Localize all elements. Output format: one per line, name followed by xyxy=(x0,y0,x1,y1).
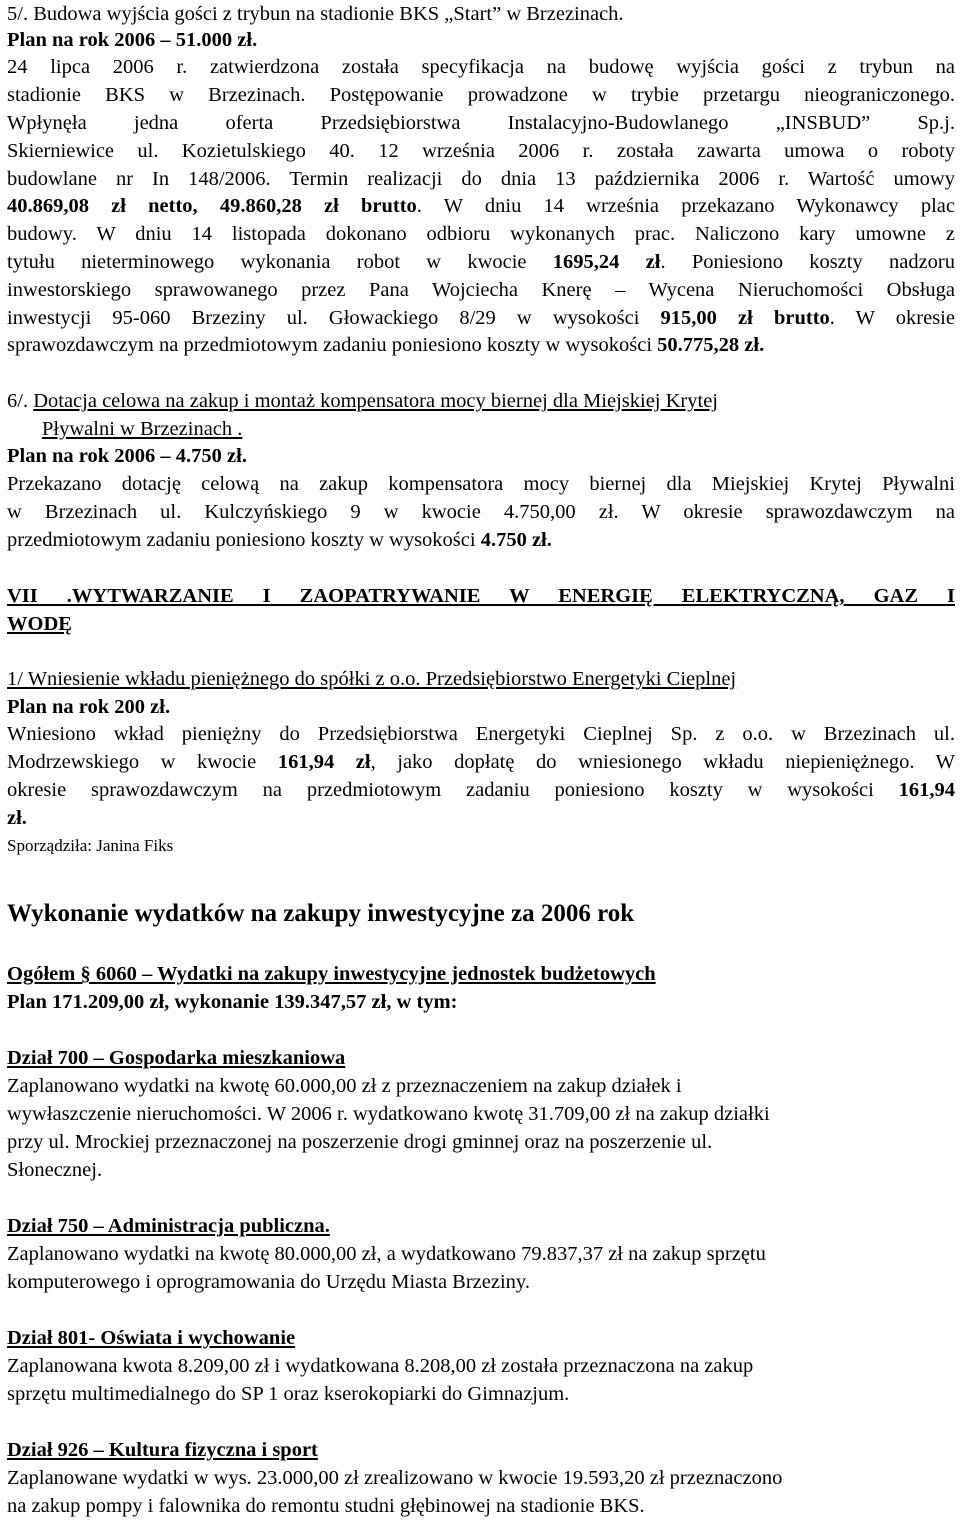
s5-line xyxy=(7,306,955,330)
dzial-700-line: przy ul. Mrockiej przeznaczonej na poszerzenie drogi gminnej oraz na poszerzenie ul. xyxy=(7,1131,713,1153)
s5-line: Skierniewice ul. Kozietulskiego 40. 12 września 2006 r. została zawarta umowa o roboty xyxy=(7,140,955,162)
dzial-750-line: komputerowego i oprogramowania do Urzędu Miasta Brzeziny. xyxy=(7,1271,530,1293)
dzial-750-heading: Dział 750 – Administracja publiczna. xyxy=(7,1215,330,1237)
s7-heading: VII .WYTWARZANIE I ZAOPATRYWANIE W ENERGIĘ ELEKTRYCZNĄ, GAZ I xyxy=(7,585,955,607)
s7-amount: 161,94 zł xyxy=(277,751,371,773)
s7-line xyxy=(7,750,955,774)
dzial-801-line: sprzętu multimedialnego do SP 1 oraz kserokopiarki do Gimnazjum. xyxy=(7,1383,570,1405)
s7-plan: Plan na rok 200 zł. xyxy=(7,696,171,718)
s6-heading xyxy=(7,389,955,413)
expenses-title: Wykonanie wydatków na zakupy inwestycyjne za 2006 rok xyxy=(7,900,635,927)
s5-line xyxy=(7,194,955,218)
s7-total-cost: 161,94 xyxy=(898,779,955,801)
s6-line-text: przedmiotowym zadaniu poniesiono koszty w wysokości xyxy=(7,529,481,551)
s5-penalty-amount: 1695,24 zł xyxy=(552,251,661,273)
s5-line: Wpłynęła jedna oferta Przedsiębiorstwa Instalacyjno-Budowlanego „INSBUD” Sp.j. xyxy=(7,112,955,134)
s5-heading-text: 5/. Budowa wyjścia gości z trybun na stadionie BKS „Start” w Brzezinach. xyxy=(7,3,624,25)
dzial-700-heading: Dział 700 – Gospodarka mieszkaniowa xyxy=(7,1047,346,1069)
s5-line: budowy. W dniu 14 listopada dokonano odbioru wykonanych prac. Naliczono kary umowne z xyxy=(7,223,955,245)
s5-supervision-cost: 915,00 zł brutto xyxy=(660,307,830,329)
s5-line: 24 lipca 2006 r. zatwierdzona została specyfikacja na budowę wyjścia gości z trybun na xyxy=(7,56,955,78)
s5-heading xyxy=(7,2,955,26)
dzial-926-heading: Dział 926 – Kultura fizyczna i sport xyxy=(7,1439,318,1461)
s5-contract-value: 40.869,08 zł netto, 49.860,28 zł brutto xyxy=(7,195,417,217)
s7-line xyxy=(7,778,955,802)
s5-line: stadionie BKS w Brzezinach. Postępowanie prowadzone w trybie przetargu nieograniczonego. xyxy=(7,84,955,106)
s5-line-text: tytułu nieterminowego wykonania robot w kwocie xyxy=(7,251,553,273)
s5-line xyxy=(7,250,955,274)
s7-heading-cont: WODĘ xyxy=(7,613,72,635)
dzial-700-line: Zaplanowano wydatki na kwotę 60.000,00 zł z przeznaczeniem na zakup działek i xyxy=(7,1075,682,1097)
total-line: Plan 171.209,00 zł, wykonanie 139.347,57 zł, w tym: xyxy=(7,991,458,1013)
dzial-926-line: na zakup pompy i falownika do remontu studni głębinowej na stadionie BKS. xyxy=(7,1495,645,1517)
s5-line-text: . Poniesiono koszty nadzoru xyxy=(660,251,955,273)
s5-plan: Plan na rok 2006 – 51.000 zł. xyxy=(7,29,258,51)
s5-total-cost: 50.775,28 zł. xyxy=(657,334,765,356)
s5-line: budowlane nr In 148/2006. Termin realizacji do dnia 13 października 2006 r. Wartość umowy xyxy=(7,168,955,190)
dzial-801-heading: Dział 801- Oświata i wychowanie xyxy=(7,1327,296,1349)
s7-line: Wniesiono wkład pieniężny do Przedsiębiorstwa Energetyki Cieplnej Sp. z o.o. w Brzezinach ul. xyxy=(7,723,955,745)
s6-line: w Brzezinach ul. Kulczyńskiego 9 w kwocie 4.750,00 zł. W okresie sprawozdawczym na xyxy=(7,501,955,523)
s7-item-heading: 1/ Wniesienie wkładu pieniężnego do spółki z o.o. Przedsiębiorstwo Energetyki Cieplnej xyxy=(7,668,737,690)
total-heading: Ogółem § 6060 – Wydatki na zakupy inwestycyjne jednostek budżetowych xyxy=(7,963,656,985)
s6-number: 6/. xyxy=(7,390,34,412)
dzial-926-line: Zaplanowane wydatki w wys. 23.000,00 zł zrealizowano w kwocie 19.593,20 zł przeznaczono xyxy=(7,1467,783,1489)
s6-total-cost: 4.750 zł. xyxy=(480,529,552,551)
dzial-801-line: Zaplanowana kwota 8.209,00 zł i wydatkowana 8.208,00 zł została przeznaczona na zakup xyxy=(7,1355,754,1377)
s6-line: Przekazano dotację celową na zakup kompensatora mocy biernej dla Miejskiej Krytej Pływalni xyxy=(7,473,955,495)
s5-line xyxy=(7,333,955,357)
s6-heading-cont xyxy=(42,417,955,441)
dzial-750-line: Zaplanowano wydatki na kwotę 80.000,00 zł, a wydatkowano 79.837,37 zł na zakup sprzętu xyxy=(7,1243,766,1265)
s5-line: inwestorskiego sprawowanego przez Pana Wojciecha Knerę – Wycena Nieruchomości Obsługa xyxy=(7,279,955,301)
s6-plan: Plan na rok 2006 – 4.750 zł. xyxy=(7,445,247,467)
s6-heading-text: Dotacja celowa na zakup i montaż kompensatora mocy biernej dla Miejskiej Krytej xyxy=(33,390,719,412)
s7-line-text: Modrzewskiego w kwocie xyxy=(7,751,278,773)
s7-line-text: , jako dopłatę do wniesionego wkładu niepieniężnego. W xyxy=(370,751,955,773)
s6-heading-text: Pływalni w Brzezinach . xyxy=(42,418,243,440)
dzial-700-line: Słonecznej. xyxy=(7,1159,103,1181)
s7-line-text: okresie sprawozdawczym na przedmiotowym zadaniu poniesiono koszty w wysokości xyxy=(7,779,899,801)
signature: Sporządziła: Janina Fiks xyxy=(7,836,174,855)
s5-line-text: sprawozdawczym na przedmiotowym zadaniu poniesiono koszty w wysokości xyxy=(7,334,658,356)
s5-line-text: inwestycji 95-060 Brzeziny ul. Głowackiego 8/29 w wysokości xyxy=(7,307,661,329)
s6-line xyxy=(7,528,955,552)
s5-line-text: . W okresie xyxy=(829,307,955,329)
dzial-700-line: wywłaszczenie nieruchomości. W 2006 r. wydatkowano kwotę 31.709,00 zł na zakup działki xyxy=(7,1103,770,1125)
s5-line-text: . W dniu 14 września przekazano Wykonawcy plac xyxy=(416,195,955,217)
s7-line: zł. xyxy=(7,807,27,829)
